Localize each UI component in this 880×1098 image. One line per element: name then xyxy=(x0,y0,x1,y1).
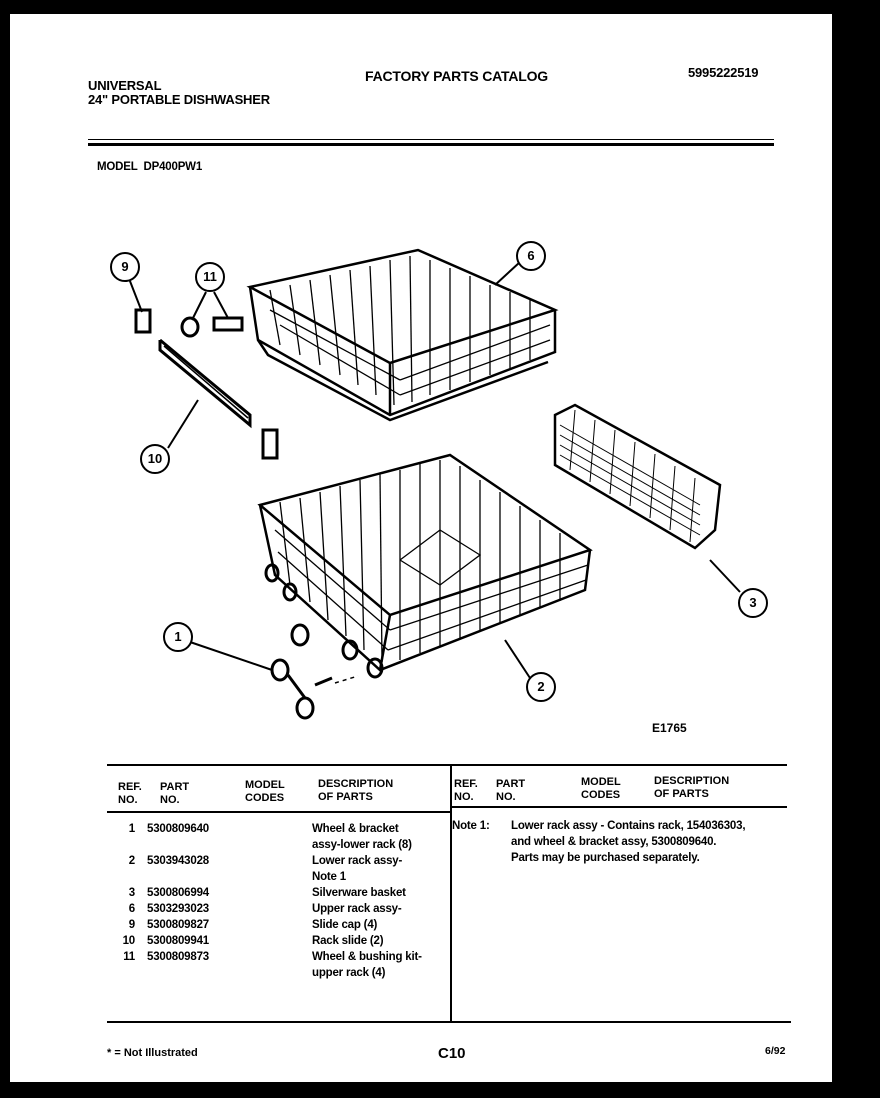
callout-2: 2 xyxy=(526,672,556,702)
callout-9: 9 xyxy=(110,252,140,282)
header-part-no-right: PART NO. xyxy=(496,778,526,803)
page-number: C10 xyxy=(438,1045,466,1062)
brand-name: UNIVERSAL xyxy=(88,78,162,93)
note-label: Note 1: xyxy=(452,820,490,832)
part-no: 5300806994 xyxy=(147,887,209,899)
ref-no: 11 xyxy=(123,951,135,963)
ref-no: 1 xyxy=(128,823,135,835)
silverware-basket-drawing xyxy=(555,405,720,548)
callout-10: 10 xyxy=(140,444,170,474)
header-ref-no-right: REF. NO. xyxy=(454,778,478,803)
ref-no: 2 xyxy=(128,855,135,867)
product-name: 24" PORTABLE DISHWASHER xyxy=(88,92,270,107)
header-description-right: DESCRIPTION OF PARTS xyxy=(654,775,730,800)
catalog-title: FACTORY PARTS CATALOG xyxy=(365,68,548,84)
ref-no: 3 xyxy=(128,887,135,899)
parts-diagram-drawing xyxy=(100,230,800,750)
part-no: 5300809827 xyxy=(147,919,209,931)
callout-1: 1 xyxy=(163,622,193,652)
description: Lower rack assy- Note 1 xyxy=(312,855,403,883)
model-value: DP400PW1 xyxy=(143,161,203,173)
part-no: 5300809640 xyxy=(147,823,209,835)
ref-no: 6 xyxy=(128,903,135,915)
note-text: Lower rack assy - Contains rack, 154036303, and wheel & bracket assy, 5300809640. Parts may be purchased separately. xyxy=(511,820,746,864)
callout-3: 3 xyxy=(738,588,768,618)
ref-no: 10 xyxy=(122,935,135,947)
header-ref-no: REF. NO. xyxy=(118,781,142,806)
part-no: 5303943028 xyxy=(147,855,209,867)
header-description: DESCRIPTION OF PARTS xyxy=(318,778,394,803)
table-header-rule-right xyxy=(451,806,787,808)
part-no: 5300809941 xyxy=(147,935,209,947)
part-no: 5300809873 xyxy=(147,951,209,963)
callout-6: 6 xyxy=(516,241,546,271)
revision-date: 6/92 xyxy=(765,1045,786,1057)
figure-id: E1765 xyxy=(652,721,687,735)
model-label: MODEL xyxy=(97,161,138,173)
description: Silverware basket xyxy=(312,887,406,899)
not-illustrated-legend: * = Not Illustrated xyxy=(107,1047,198,1059)
table-header-rule-left xyxy=(107,811,451,813)
table-column-divider xyxy=(450,764,452,1022)
table-bottom-rule xyxy=(107,1021,791,1023)
description: Slide cap (4) xyxy=(312,919,378,931)
exploded-diagram xyxy=(100,230,800,750)
description: Upper rack assy- xyxy=(312,903,402,915)
table-top-rule xyxy=(107,764,787,766)
model-line xyxy=(97,160,202,174)
header-rule-thin xyxy=(88,139,774,140)
header-model-codes: MODEL CODES xyxy=(245,779,285,804)
header-model-codes-right: MODEL CODES xyxy=(581,776,621,801)
description: Wheel & bushing kit- upper rack (4) xyxy=(312,951,422,979)
callout-11: 11 xyxy=(195,262,225,292)
description: Rack slide (2) xyxy=(312,935,384,947)
header-part-no: PART NO. xyxy=(160,781,190,806)
catalog-number: 5995222519 xyxy=(688,65,759,80)
wheel-bracket-drawing xyxy=(272,625,332,718)
description: Wheel & bracket assy-lower rack (8) xyxy=(312,823,412,851)
header-rule xyxy=(88,143,774,146)
ref-no: 9 xyxy=(128,919,135,931)
part-no: 5303293023 xyxy=(147,903,209,915)
